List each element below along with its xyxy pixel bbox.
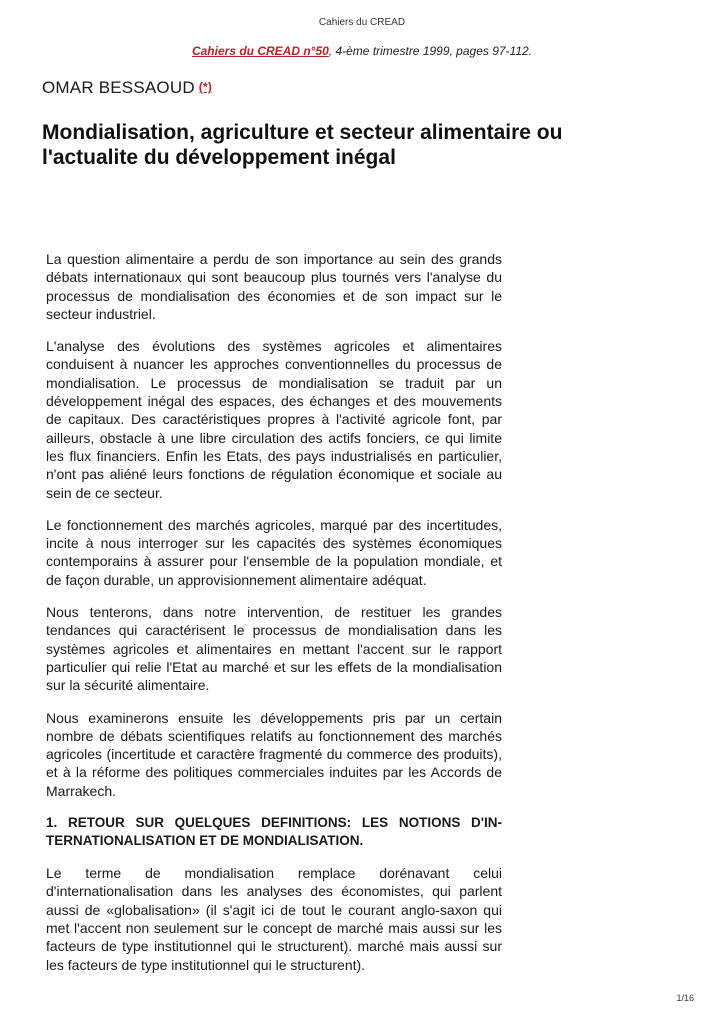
paragraph: Nous examinerons ensuite les développements pris par un certain nombre de débats scientifiques relatifs au fonctionnement des marchés agricoles (incertitude et caractère fragmenté du commerce des produits), et à la réforme des politiques commerciales induites par les Accords de Marrakech. xyxy=(46,709,502,799)
author-line xyxy=(42,78,212,98)
citation-line xyxy=(0,44,724,58)
article-body xyxy=(46,250,502,988)
author-note-link[interactable]: (*) xyxy=(198,80,213,94)
citation-details: , 4-ème trimestre 1999, pages 97-112. xyxy=(328,44,533,58)
paragraph: Nous tenterons, dans notre intervention, de restituer les grandes tendances qui caractérisent le processus de mondialisation dans les systèmes agricoles et alimentaires en mettant l'accent sur le rapport particulier qui relie l'Etat au marché et sur les effets de la mondialisation sur la sécurité alimentaire. xyxy=(46,604,502,694)
paragraph: Le fonctionnement des marchés agricoles, marqué par des incertitudes, incite à nous interroger sur les capacités des systèmes économiques contemporains à assurer pour l'ensemble de la population mondiale, et de façon durable, un approvisionnement alimentaire adéquat. xyxy=(46,516,502,588)
author-name: OMAR BESSAOUD xyxy=(42,78,195,97)
article-title: Mondialisation, agriculture et secteur alimentaire ou l'actualite du développement inégal xyxy=(42,121,563,169)
paragraph: L'analyse des évolutions des systèmes agricoles et alimentaires conduisent à nuancer les approches conventionnelles du processus de mondialisation. Le processus de mondialisation se traduit par un développement inégal des espaces, des échanges et des mouvements de capitaux. Des caractéristiques propres à l'activité agricole font, par ailleurs, obstacle à une libre circulation des actifs fonciers, ce qui limite les flux financiers. Enfin les Etats, des pays industrialisés en particulier, n'ont pas aliéné leurs fonctions de régulation économique et sociale au sein de ce secteur. xyxy=(46,338,502,501)
journal-issue-link[interactable]: Cahiers du CREAD n°50 xyxy=(191,44,329,58)
running-header: Cahiers du CREAD xyxy=(318,17,406,28)
page-number: 1/16 xyxy=(676,993,694,1003)
section-heading: 1. RETOUR SUR QUELQUES DEFINITIONS: LES NOTIONS D'IN-TERNATIONALISATION ET DE MONDIALISATION. xyxy=(46,815,502,849)
paragraph: La question alimentaire a perdu de son importance au sein des grands débats internationaux qui sont beaucoup plus tournés vers l'analyse du processus de mondialisation des économies et de son impact sur le secteur industriel. xyxy=(46,251,502,322)
paragraph: Le terme de mondialisation remplace dorénavant celui d'internationalisation dans les analyses des économistes, qui parlent aussi de «globalisation» (il s'agit ici de tout le courant anglo-saxon qui met l'accent non seulement sur le concept de marché mais aussi sur les facteurs de type institutionnel qui le structurent). marché mais aussi sur les facteurs de type institutionnel qui le structurent). xyxy=(46,865,502,973)
